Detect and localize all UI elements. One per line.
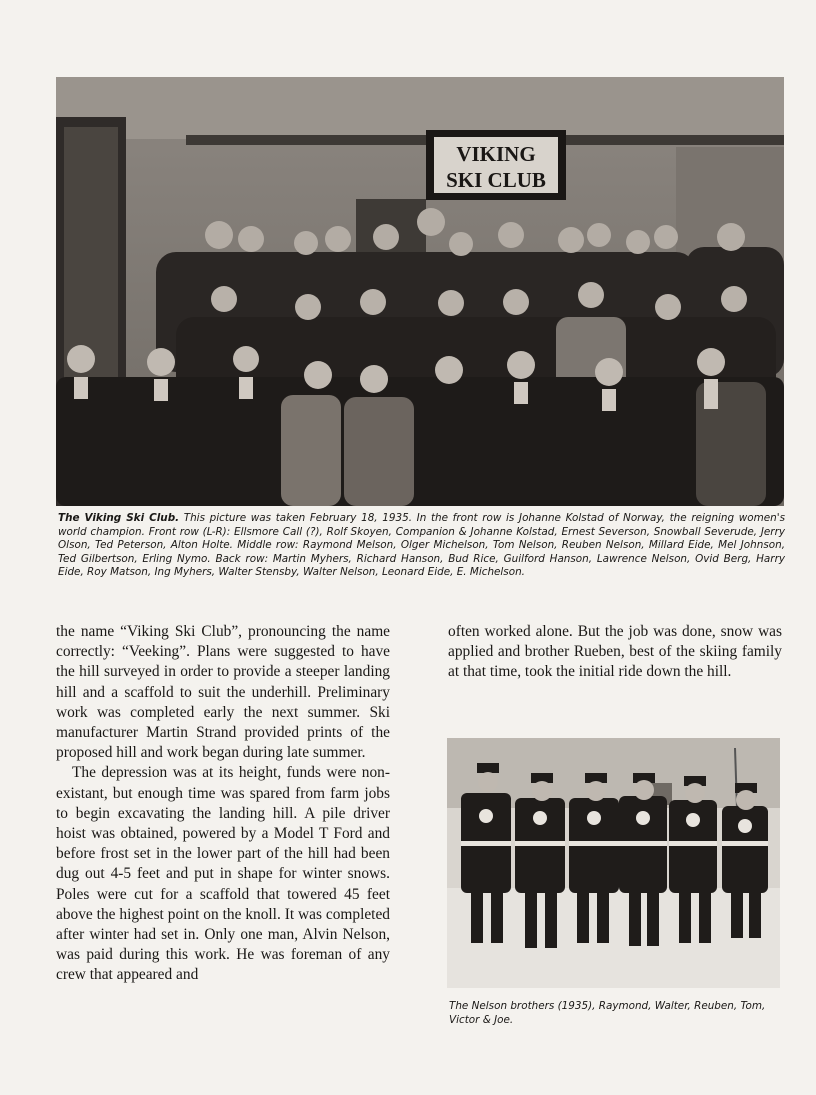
nelson-brothers-photo [447,738,780,988]
main-photo-caption [58,512,785,580]
nelson-photo-caption: The Nelson brothers (1935), Raymond, Walter, Reuben, Tom, Victor & Joe. [449,1000,766,1026]
group-photo-illustration [56,77,784,506]
article-paragraph: The depression was at its height, funds were non-existant, but enough time was spared from farm jobs to begin excavating the landing hill. A pile driver hoist was obtained, powered by a Model T Ford and before frost set in the lower part of the hill had been dug out 4-5 feet and put in shape for winter snows. Poles were cut for a scaffold that towered 45 feet above the highest point on the knoll. It was completed after winter had set in. Only one man, Alvin Nelson, was paid during this work. He was foreman of any crew that appeared and [56,764,390,984]
article-left-column [56,622,390,986]
article-right-column [448,622,782,683]
article-paragraph: the name “Viking Ski Club”, pronouncing the name correctly: “Veeking”. Plans were suggested to have the hill surveyed in order to provide a steeper landing hill and a scaffold to suit the underhill. Preliminary work was completed early the next summer. Ski manufacturer Martin Strand provided prints of the proposed hill and work began during late summer. [56,623,390,762]
brothers-photo-illustration [447,738,780,988]
article-paragraph: often worked alone. But the job was done, snow was applied and brother Rueben, best of the skiing family at that time, took the initial ride down the hill. [448,623,782,681]
caption-text: This picture was taken February 18, 1935. In the front row is Johanne Kolstad of Norway, the reigning women's world champion. Front row (L-R): Ellsmore Call (?), Rolf Skoyen, Companion & Johanne Kolstad, Ernest Severson, Snowball Severude, Jerry Olson, Ted Peterson, Alton Holte. Middle row: Raymond Melson, Olger Michelson, Tom Nelson, Reuben Nelson, Millard Eide, Mel Johnson, Ted Gilbertson, Erling Nymo. Back row: Martin Myhers, Richard Hanson, Bud Rice, Guilford Hanson, Lawrence Nelson, Ovid Berg, Harry Eide, Roy Matson, Ing Myhers, Walter Stensby, Walter Nelson, Leonard Eide, E. Michelson. [58,512,785,579]
banner-line-1: VIKING [456,142,536,166]
banner-line-2: SKI CLUB [446,168,546,192]
caption-lead: The Viking Ski Club. [58,512,180,524]
viking-ski-club-photo [56,77,784,506]
club-banner [426,130,566,200]
